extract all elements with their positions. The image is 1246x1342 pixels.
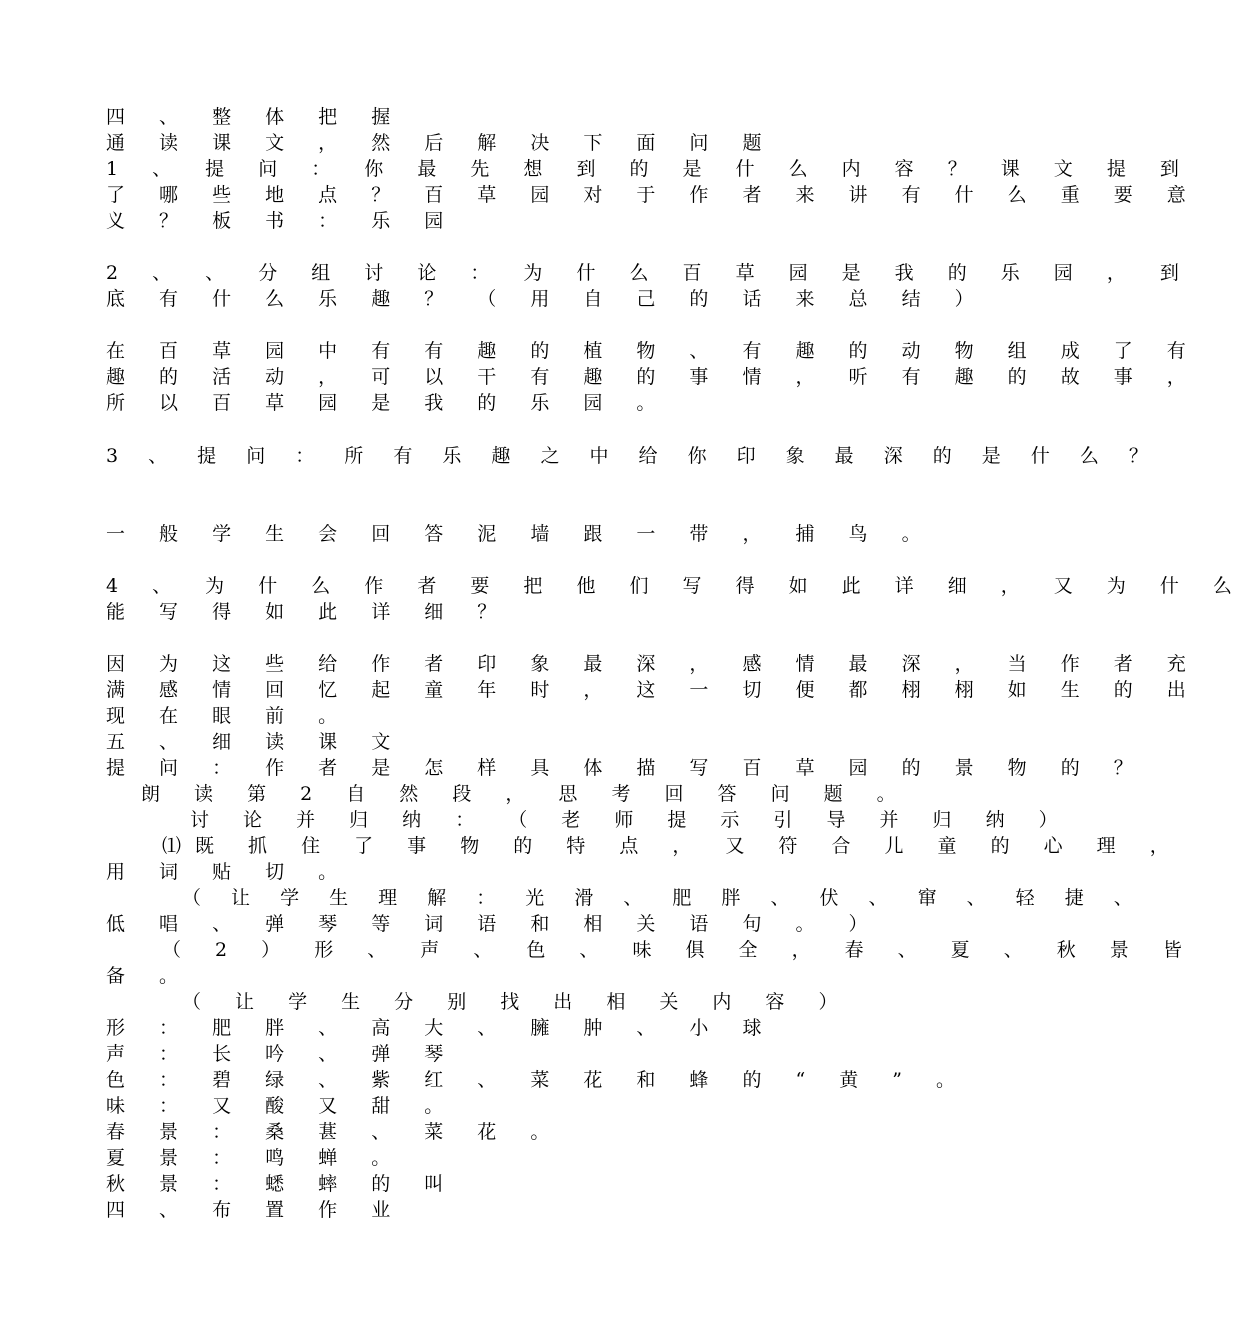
text-line: 形 ： 肥 胖 、 高 大 、 臃 肿 、 小 球 bbox=[106, 1017, 776, 1039]
list-item: ⑴既 抓 住 了 事 物 的 特 点 ， 又 符 合 儿 童 的 心 理 ， bbox=[162, 835, 1183, 857]
text-line: 味 ： 又 酸 又 甜 。 bbox=[106, 1095, 458, 1117]
section-heading: 五 、 细 读 课 文 bbox=[106, 731, 405, 753]
text-line: （ 让 学 生 理 解 ： 光 滑 、 肥 胖 、 伏 、 窜 、 轻 捷 、 bbox=[182, 887, 1145, 909]
question-3: 3 、 提 问 ： 所 有 乐 趣 之 中 给 你 印 象 最 深 的 是 什 么 ？ bbox=[106, 445, 1160, 467]
text-line: 提 问 ： 作 者 是 怎 样 具 体 描 写 百 草 园 的 景 物 的 ？ bbox=[106, 757, 1147, 779]
text-line: 秋 景 ： 蟋 蟀 的 叫 bbox=[106, 1173, 458, 1195]
list-item: （ 2 ） 形 、 声 、 色 、 味 俱 全 ， 春 、 夏 、 秋 景 皆 bbox=[162, 939, 1196, 961]
answer-paragraph: 因 为 这 些 给 作 者 印 象 最 深 ， 感 情 最 深 ， 当 作 者 充 bbox=[106, 653, 1200, 675]
answer-paragraph: 在 百 草 园 中 有 有 趣 的 植 物 、 有 趣 的 动 物 组 成 了 有 bbox=[106, 340, 1200, 362]
text-line: 春 景 ： 桑 葚 、 菜 花 。 bbox=[106, 1121, 564, 1143]
text-line: 低 唱 、 弹 琴 等 词 语 和 相 关 语 句 。 ） bbox=[106, 913, 882, 935]
text-line: 所 以 百 草 园 是 我 的 乐 园 。 bbox=[106, 392, 670, 414]
question-1: 1 、 提 问 ： 你 最 先 想 到 的 是 什 么 内 容 ？ 课 文 提 到 bbox=[106, 158, 1193, 180]
text-line: 现 在 眼 前 。 bbox=[106, 705, 352, 727]
text-line: 备 。 bbox=[106, 965, 193, 987]
text-line: 满 感 情 回 忆 起 童 年 时 ， 这 一 切 便 都 栩 栩 如 生 的 出 bbox=[106, 679, 1200, 701]
question-2: 2 、 、 分 组 讨 论 ： 为 什 么 百 草 园 是 我 的 乐 园 ， 到 bbox=[106, 262, 1193, 284]
text-line: 讨 论 并 归 纳 ： （ 老 师 提 示 引 导 并 归 纳 ） bbox=[190, 809, 1072, 831]
text-line: 声 ： 长 吟 、 弹 琴 bbox=[106, 1043, 458, 1065]
text-line: （ 让 学 生 分 别 找 出 相 关 内 容 ） bbox=[182, 991, 852, 1013]
text-line: 朗 读 第 2 自 然 段 ， 思 考 回 答 问 题 。 bbox=[141, 783, 910, 805]
text-line: 夏 景 ： 鸣 蝉 。 bbox=[106, 1147, 405, 1169]
section-heading: 四 、 布 置 作 业 bbox=[106, 1199, 405, 1221]
section-heading: 四 、 整 体 把 握 bbox=[106, 106, 405, 128]
text-line: 了 哪 些 地 点 ？ 百 草 园 对 于 作 者 来 讲 有 什 么 重 要 意 bbox=[106, 184, 1200, 206]
question-4: 4 、 为 什 么 作 者 要 把 他 们 写 得 如 此 详 细 ， 又 为 什 么 bbox=[106, 575, 1246, 597]
text-line: 色 ： 碧 绿 、 紫 红 、 菜 花 和 蜂 的 “ 黄 ” 。 bbox=[106, 1069, 970, 1091]
text-line: 通 读 课 文 ， 然 后 解 决 下 面 问 题 bbox=[106, 132, 776, 154]
text-line: 用 词 贴 切 。 bbox=[106, 861, 352, 883]
text-line: 能 写 得 如 此 详 细 ？ bbox=[106, 601, 511, 623]
text-line: 趣 的 活 动 ， 可 以 干 有 趣 的 事 情 ， 听 有 趣 的 故 事 ， bbox=[106, 366, 1200, 388]
text-line: 义 ？ 板 书 ： 乐 园 bbox=[106, 210, 458, 232]
answer-paragraph: 一 般 学 生 会 回 答 泥 墙 跟 一 带 ， 捕 鸟 。 bbox=[106, 523, 935, 545]
text-line: 底 有 什 么 乐 趣 ？ （ 用 自 己 的 话 来 总 结 ） bbox=[106, 288, 988, 310]
